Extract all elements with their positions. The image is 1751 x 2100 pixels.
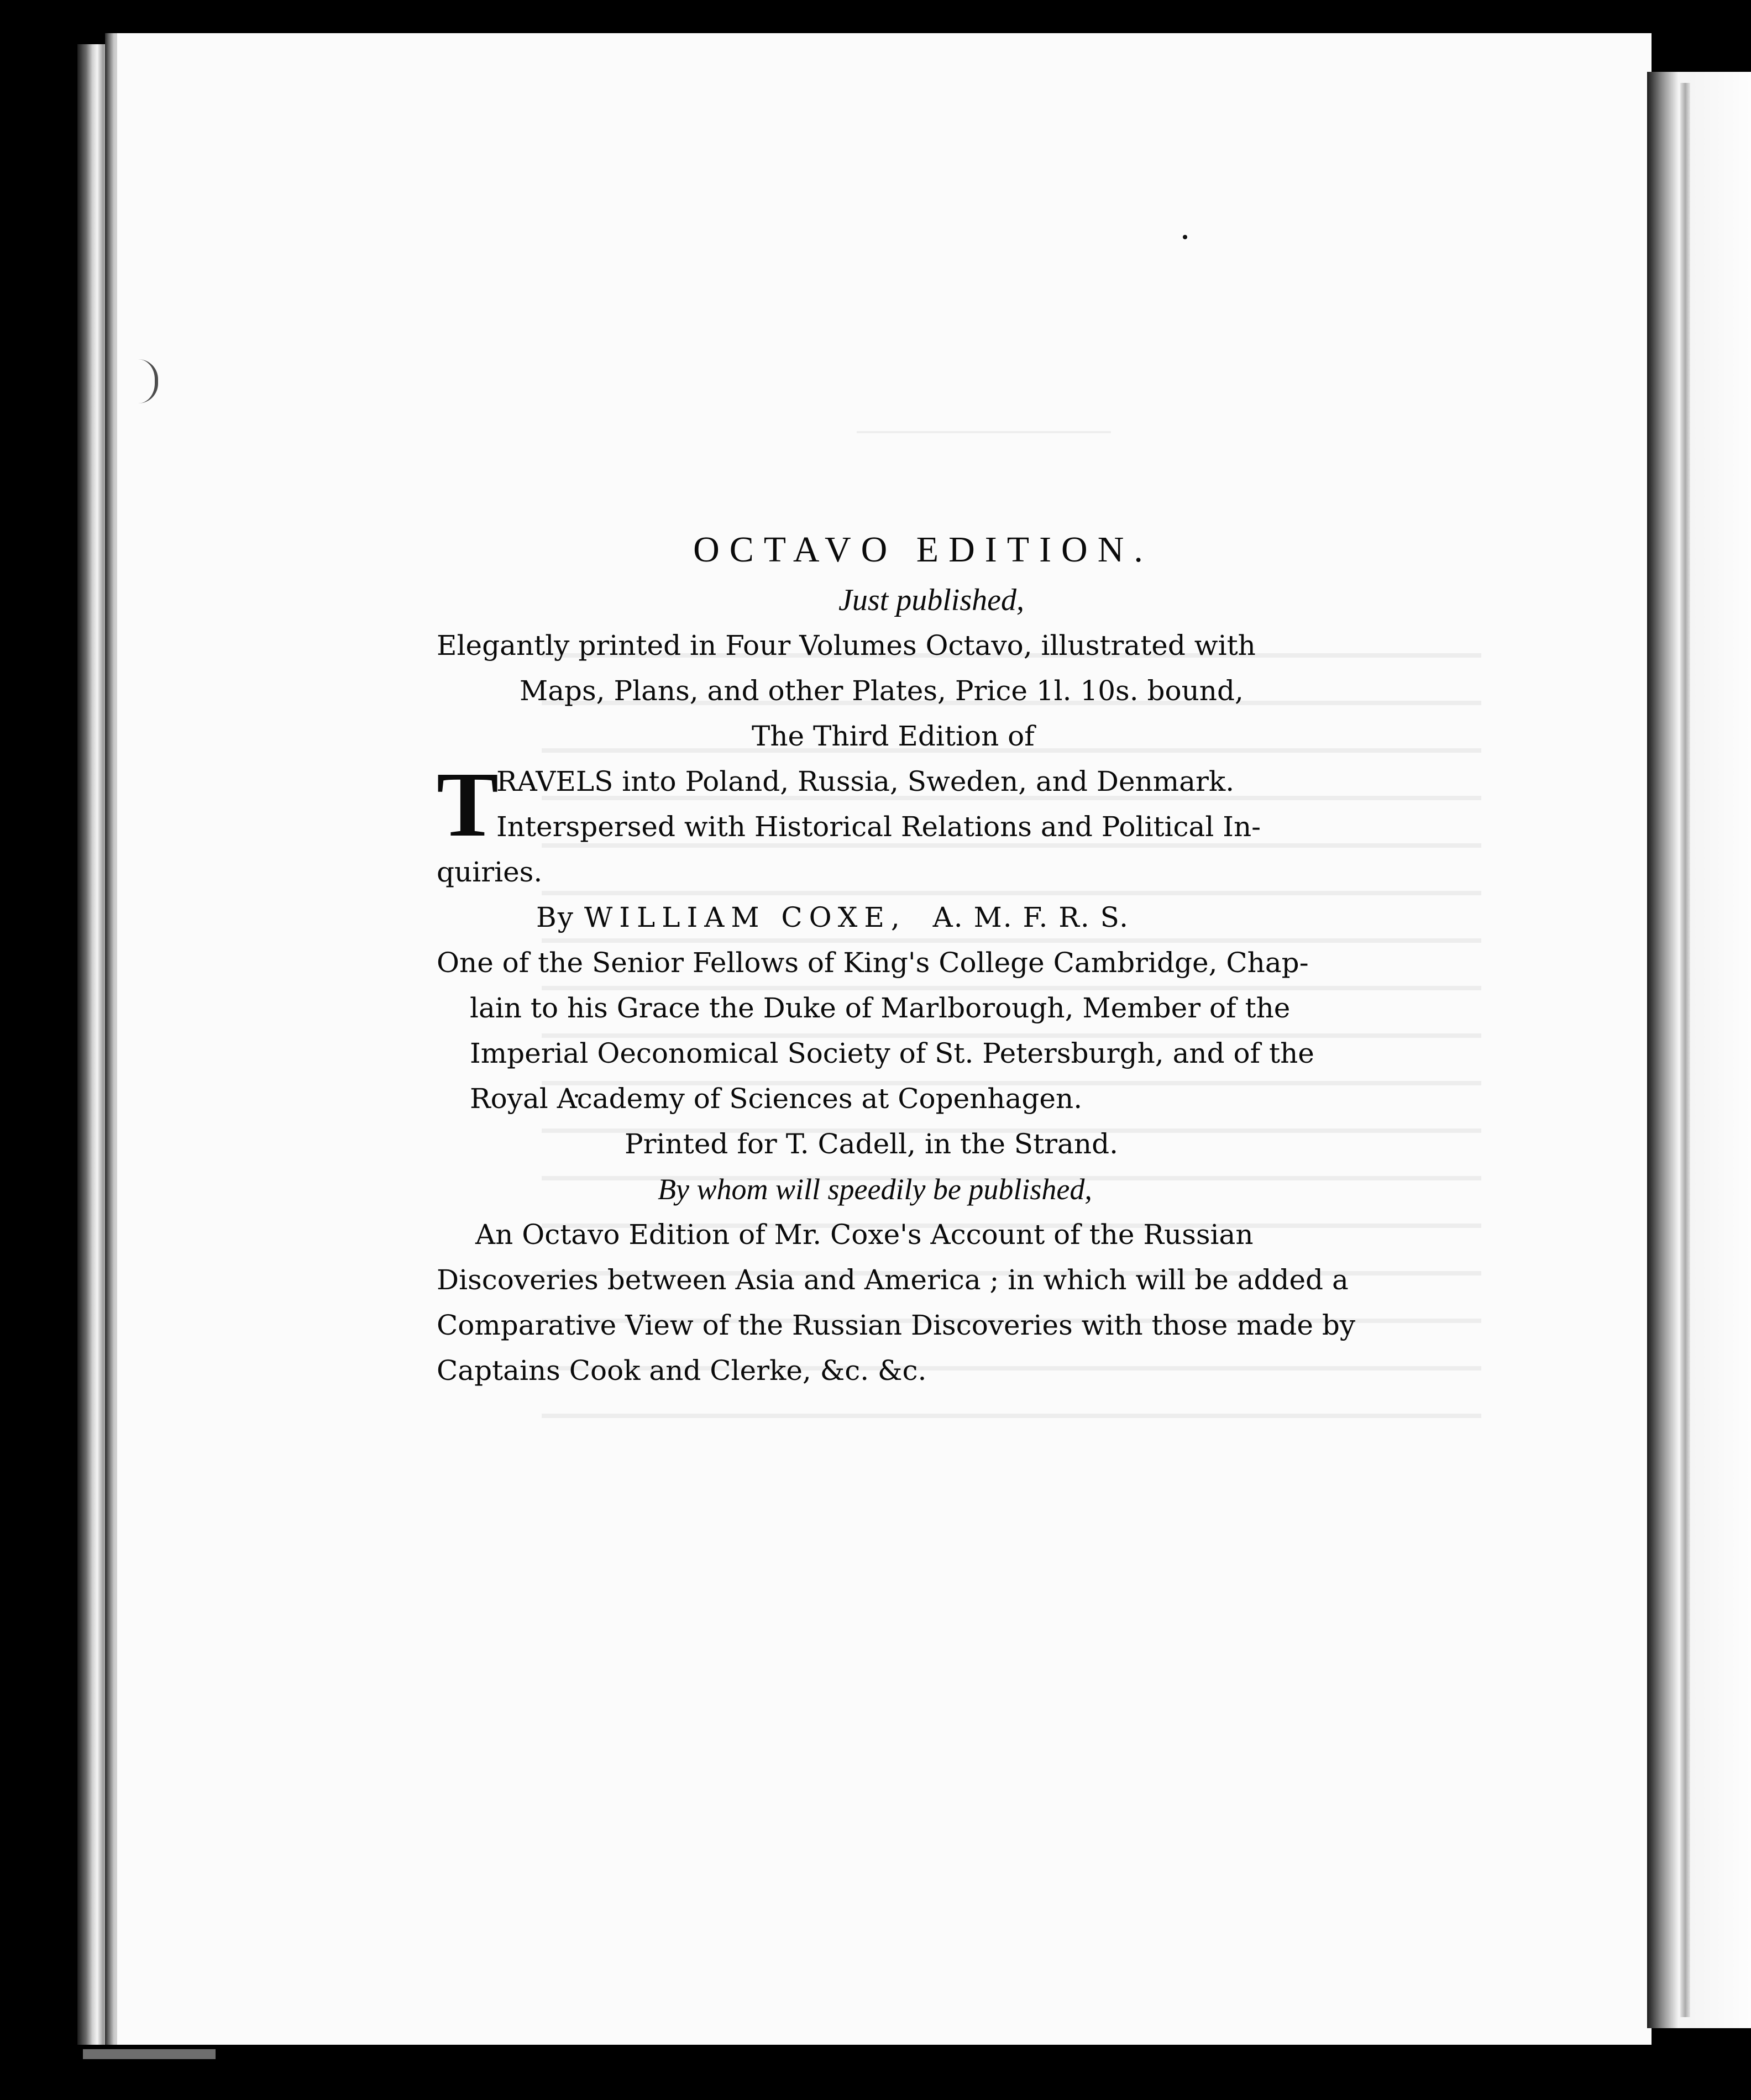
- title-line: RAVELS into Poland, Russia, Sweden, and Denmark.: [496, 765, 1235, 797]
- description-line: Elegantly printed in Four Volumes Octavo, illustrated with: [437, 629, 1256, 662]
- ink-speck: [1183, 235, 1187, 239]
- next-leaf-edge: [1647, 72, 1751, 2028]
- forthcoming-line: Comparative View of the Russian Discoveries with those made by: [437, 1309, 1356, 1341]
- scan-border-top: [0, 0, 1751, 33]
- library-stamp-mark: [83, 2049, 216, 2059]
- description-line: Maps, Plans, and other Plates, Price 1l. 10s. bound,: [520, 675, 1244, 707]
- printer-line: Printed for T. Cadell, in the Strand.: [625, 1128, 1118, 1160]
- author-line: [437, 895, 1371, 940]
- advertisement-block: [437, 522, 1371, 1393]
- title-line: quiries.: [437, 856, 543, 888]
- author-by: By: [536, 901, 574, 933]
- just-published-line: Just published,: [838, 583, 1024, 617]
- leaf-shadow-line: [1680, 83, 1690, 2017]
- edition-line: The Third Edition of: [752, 720, 1035, 752]
- title-dropcap: T: [437, 753, 499, 856]
- forthcoming-line: Captains Cook and Clerke, &c. &c.: [437, 1355, 927, 1387]
- author-degrees: A. M. F. R. S.: [932, 901, 1130, 933]
- edition-heading: OCTAVO EDITION.: [693, 529, 1153, 570]
- speedily-published-line: By whom will speedily be published,: [658, 1173, 1092, 1206]
- forthcoming-line: An Octavo Edition of Mr. Coxe's Account of the Russian: [475, 1219, 1254, 1251]
- scan-border-bottom: [77, 2045, 1751, 2100]
- affiliation-line: Royal Academy of Sciences at Copenhagen.: [470, 1083, 1083, 1115]
- affiliation-line: lain to his Grace the Duke of Marlborough, Member of the: [470, 992, 1291, 1024]
- affiliation-line: Imperial Oeconomical Society of St. Petersburgh, and of the: [470, 1037, 1314, 1069]
- book-title-block: [437, 753, 1371, 856]
- author-name: WILLIAM COXE,: [584, 901, 906, 933]
- affiliation-line: One of the Senior Fellows of King's College Cambridge, Chap-: [437, 947, 1309, 979]
- forthcoming-line: Discoveries between Asia and America ; in which will be added a: [437, 1264, 1349, 1296]
- title-line: Interspersed with Historical Relations and Political In-: [496, 811, 1261, 843]
- bleed-through-rule: [857, 431, 1111, 433]
